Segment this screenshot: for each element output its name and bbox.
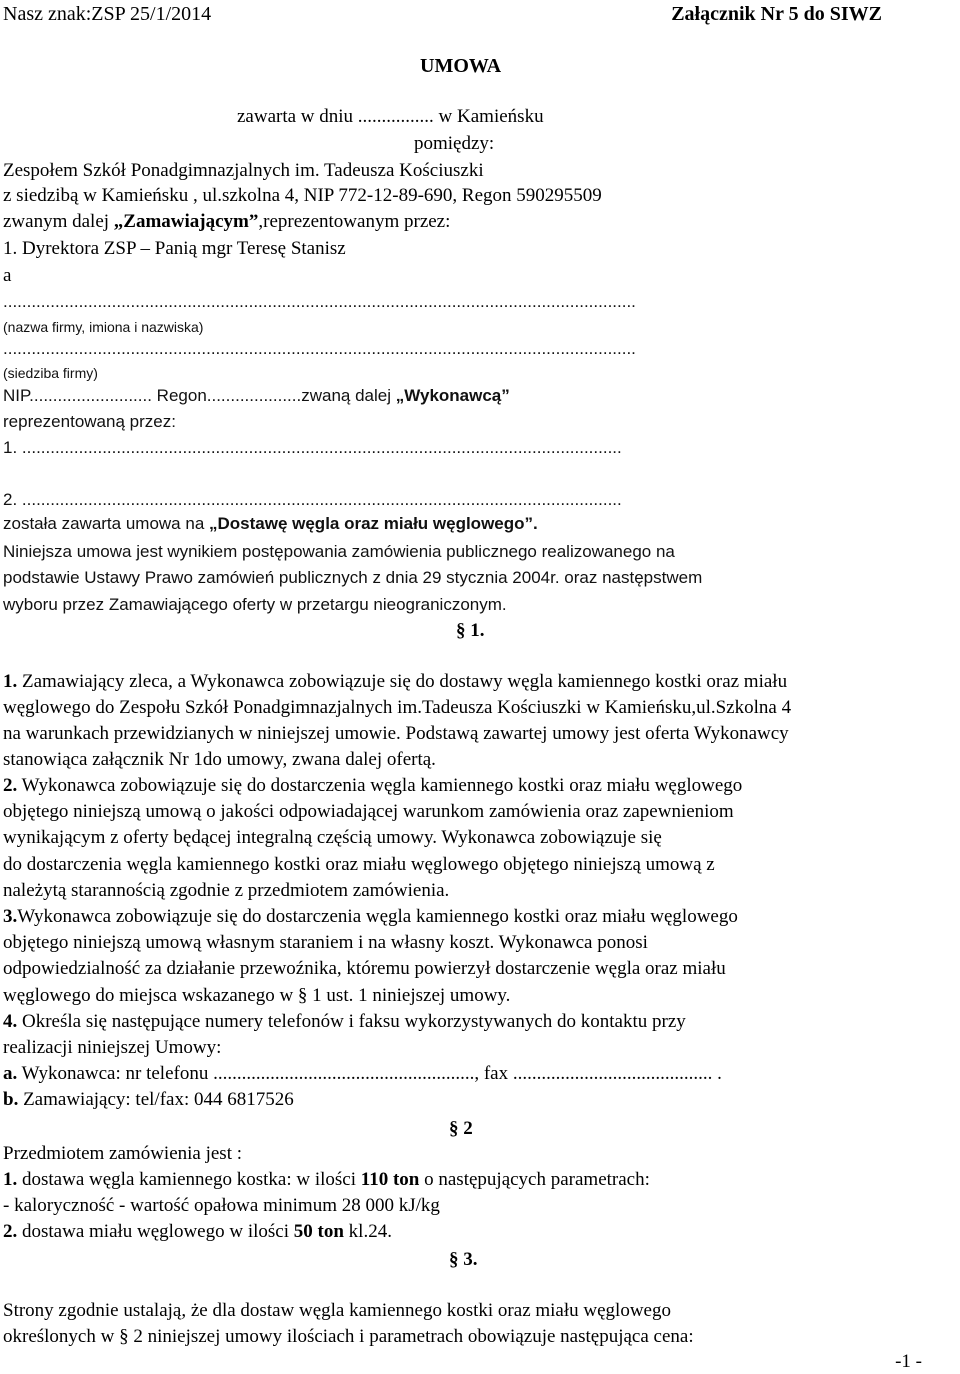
clause-line: do dostarczenia węgla kamiennego kostki oraz miału węglowego objętego niniejszą umową z [3,854,715,875]
item-text: kl.24. [343,1221,392,1242]
order-item-2 [3,1220,392,1244]
seat-label: (siedziba firmy) [3,365,98,381]
concluded-date-line: zawarta w dniu ................ w Kamieńsku [237,106,544,127]
clause-text: Określa się następujące numery telefonów i faksu wykorzystywanych do kontaktu przy [17,1011,686,1032]
clause-number: 2. [3,775,18,796]
clause-number: 1. [3,671,18,692]
called-suffix: ,reprezentowanym przez: [258,211,451,232]
item-text: dostawa węgla kamiennego kostka: w ilości [17,1169,361,1190]
subject-prefix: została zawarta umowa na [3,514,209,533]
intro-line: Niniejsza umowa jest wynikiem postępowania zamówienia publicznego realizowanego na [3,542,675,561]
clause-number: 3. [3,906,18,927]
orderer-contact: Zamawiający: tel/fax: 044 6817526 [18,1089,294,1110]
clause-line: objętego niniejszą umową własnym staraniem i na własny koszt. Wykonawca ponosi [3,932,648,953]
clause-line: należytą starannością zgodnie z przedmiotem zamówienia. [3,880,450,901]
clause-line: węglowego do Zespołu Szkół Ponadgimnazjalnych im.Tadeusza Kościuszki w Kamieńsku,ul.Szkolna 4 [3,697,792,718]
clause-line: odpowiedzialność za działanie przewoźnika, któremu powierzył dostarczenie węgla oraz miału [3,958,726,979]
item-letter: b. [3,1089,19,1110]
item-number: 1. [3,1169,18,1190]
contractor-name: „Wykonawcą” [395,386,510,405]
nip-regon: NIP.......................... Regon....................zwaną dalej [3,386,396,405]
section-2-heading: § 2 [449,1118,473,1139]
subject-line [3,512,538,536]
item-quantity: 50 ton [293,1221,344,1242]
order-item-1 [3,1168,650,1192]
reference-number: Nasz znak:ZSP 25/1/2014 [3,3,212,25]
subject-intro: Przedmiotem zamówienia jest : [3,1143,243,1164]
item-letter: a. [3,1063,18,1084]
clause-line [3,905,738,929]
director-line: 1. Dyrektora ZSP – Panią mgr Teresę Stanisz [3,238,346,259]
ordering-party-name: „Zamawiającym” [113,211,259,232]
clause-line: węglowego do miejsca wskazanego w § 1 ust. 1 niniejszej umowy. [3,985,511,1006]
calorific-parameter: - kaloryczność - wartość opałowa minimum 28 000 kJ/kg [3,1195,440,1216]
item-text: dostawa miału węglowego w ilości [17,1221,294,1242]
item-quantity: 110 ton [360,1169,420,1190]
section-1-heading: § 1. [456,620,485,641]
contractor-contact: Wykonawca: nr telefonu ......................................................., fax .......................................... . [17,1063,722,1084]
clause-line [3,1010,686,1034]
intro-line: podstawie Ustawy Prawo zamówień publicznych z dnia 29 stycznia 2004r. oraz następstwem [3,568,703,587]
school-name: Zespołem Szkół Ponadgimnazjalnych im. Tadeusza Kościuszki [3,160,484,181]
contractor-contact-line [3,1062,722,1086]
clause-line: objętego niniejszą umową o jakości odpowiadającej warunkom zamówienia oraz zapewnieniom [3,801,734,822]
section-3-heading: § 3. [449,1249,478,1270]
price-clause-line: określonych w § 2 niniejszej umowy ilościach i parametrach obowiązuje następująca cena: [3,1326,694,1347]
seat-dots: ...................................................................................................................................... [3,339,636,358]
intro-line: wyboru przez Zamawiającego oferty w przetargu nieograniczonym. [3,595,507,614]
contract-subject: „Dostawę węgla oraz miału węglowego”. [209,514,538,533]
nip-regon-line [3,384,510,408]
clause-line: stanowiąca załącznik Nr 1do umowy, zwana dalej ofertą. [3,749,436,770]
clause-number: 4. [3,1011,18,1032]
company-label: (nazwa firmy, imiona i nazwiska) [3,319,204,335]
item-text: o następujących parametrach: [419,1169,650,1190]
orderer-contact-line [3,1088,294,1112]
clause-line [3,670,787,694]
clause-text: Wykonawca zobowiązuje się do dostarczenia węgla kamiennego kostki oraz miału węglowego [17,906,738,927]
clause-line: wynikającym z oferty będącej integralną częścią umowy. Wykonawca zobowiązuje się [3,827,662,848]
between-label: pomiędzy: [414,133,495,154]
clause-text: Wykonawca zobowiązuje się do dostarczenia węgla kamiennego kostki oraz miału węglowego [17,775,743,796]
attachment-label: Załącznik Nr 5 do SIWZ [671,3,882,25]
item-number: 2. [3,1221,18,1242]
clause-line: na warunkach przewidzianych w niniejszej umowie. Podstawą zawartej umowy jest oferta Wykonawcy [3,723,789,744]
called-prefix: zwanym dalej [3,211,114,232]
clause-line [3,774,742,798]
page-number: -1 - [895,1351,922,1372]
representative-1: 1. ............................................................................................................................... [3,438,622,457]
document-title: UMOWA [420,55,502,77]
price-clause-line: Strony zgodnie ustalają, że dla dostaw węgla kamiennego kostki oraz miału węglowego [3,1300,671,1321]
and-label: a [3,265,12,286]
school-address: z siedzibą w Kamieńsku , ul.szkolna 4, NIP 772-12-89-690, Regon 590295509 [3,185,602,206]
clause-text: Zamawiający zleca, a Wykonawca zobowiązuje się do dostawy węgla kamiennego kostki oraz miału [17,671,788,692]
represented-label: reprezentowaną przez: [3,412,176,431]
company-dots: ...................................................................................................................................... [3,292,636,311]
clause-line: realizacji niniejszej Umowy: [3,1037,222,1058]
representative-2: 2. ............................................................................................................................... [3,490,622,509]
ordering-party-line [3,210,450,234]
